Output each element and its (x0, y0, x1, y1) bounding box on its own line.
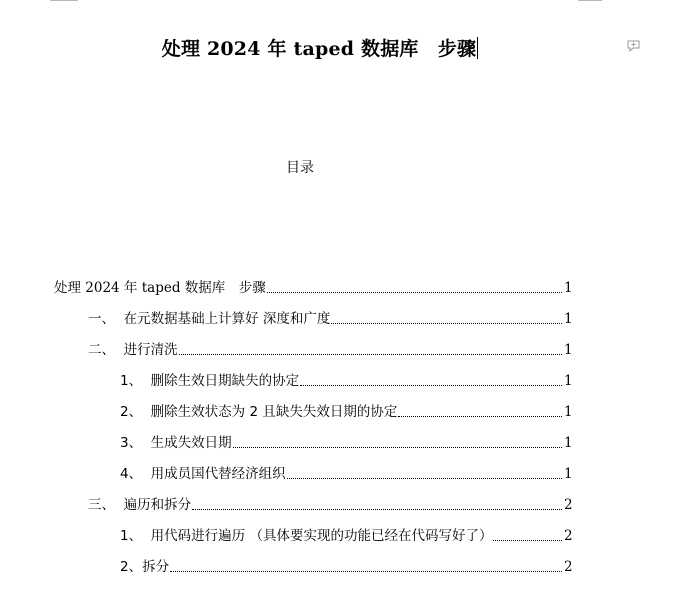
toc-leader-dots (267, 291, 562, 293)
toc-entry-text[interactable]: 3、 生成失效日期 (120, 435, 232, 452)
toc-entry-subsection-3-1[interactable] (120, 522, 576, 544)
toc-heading: 目录 (286, 160, 314, 176)
toc-leader-dots (493, 539, 562, 541)
toc-entry-text[interactable]: 1、 用代码进行遍历 （具体要实现的功能已经在代码写好了） (120, 528, 493, 545)
toc-leader-dots (398, 415, 562, 417)
document-title[interactable] (0, 34, 640, 61)
toc-entry-text[interactable]: 2、拆分 (120, 559, 170, 576)
toc-entry-section-1[interactable] (88, 305, 576, 327)
toc-leader-dots (192, 508, 562, 510)
toc-entry-subsection-3-2[interactable] (120, 553, 576, 575)
toc-page-number: 2 (564, 497, 573, 514)
toc-entry-section-2[interactable] (88, 336, 576, 358)
toc-page-number: 2 (564, 528, 573, 545)
page-corner-mark-left (50, 0, 78, 1)
toc-page-number: 1 (564, 435, 573, 452)
toc-leader-dots (331, 322, 562, 324)
toc-entry-text[interactable]: 2、 删除生效状态为 2 且缺失失效日期的协定 (120, 404, 398, 421)
toc-entry-text[interactable]: 1、 删除生效日期缺失的协定 (120, 373, 300, 390)
page-corner-mark-right (578, 0, 602, 1)
toc-entry-subsection-2-1[interactable] (120, 367, 576, 389)
toc-entry-text[interactable]: 二、 进行清洗 (88, 342, 178, 359)
toc-entry-text[interactable]: 一、 在元数据基础上计算好 深度和广度 (88, 311, 331, 328)
text-cursor (477, 37, 478, 59)
toc-page-number: 1 (564, 373, 573, 390)
toc-leader-dots (170, 570, 562, 572)
toc-entry-title[interactable] (54, 274, 576, 296)
add-comment-icon[interactable] (627, 40, 640, 52)
toc-leader-dots (233, 446, 562, 448)
toc-entry-subsection-2-4[interactable] (120, 460, 576, 482)
toc-page-number: 1 (564, 342, 573, 359)
toc-page-number: 1 (564, 311, 573, 328)
toc-entry-text[interactable]: 三、 遍历和拆分 (88, 497, 192, 514)
toc-page-number: 1 (564, 466, 573, 483)
toc-page-number: 1 (564, 280, 573, 297)
toc-page-number: 1 (564, 404, 573, 421)
toc-entry-subsection-2-2[interactable] (120, 398, 576, 420)
toc-entry-text[interactable]: 处理 2024 年 taped 数据库 步骤 (54, 280, 266, 297)
toc-leader-dots (287, 477, 562, 479)
toc-page-number: 2 (564, 559, 573, 576)
toc-entry-subsection-2-3[interactable] (120, 429, 576, 451)
document-title-text[interactable]: 处理 2024 年 taped 数据库 步骤 (161, 38, 477, 60)
toc-leader-dots (300, 384, 562, 386)
toc-leader-dots (179, 353, 562, 355)
toc-entry-text[interactable]: 4、 用成员国代替经济组织 (120, 466, 286, 483)
toc-entry-section-3[interactable] (88, 491, 576, 513)
